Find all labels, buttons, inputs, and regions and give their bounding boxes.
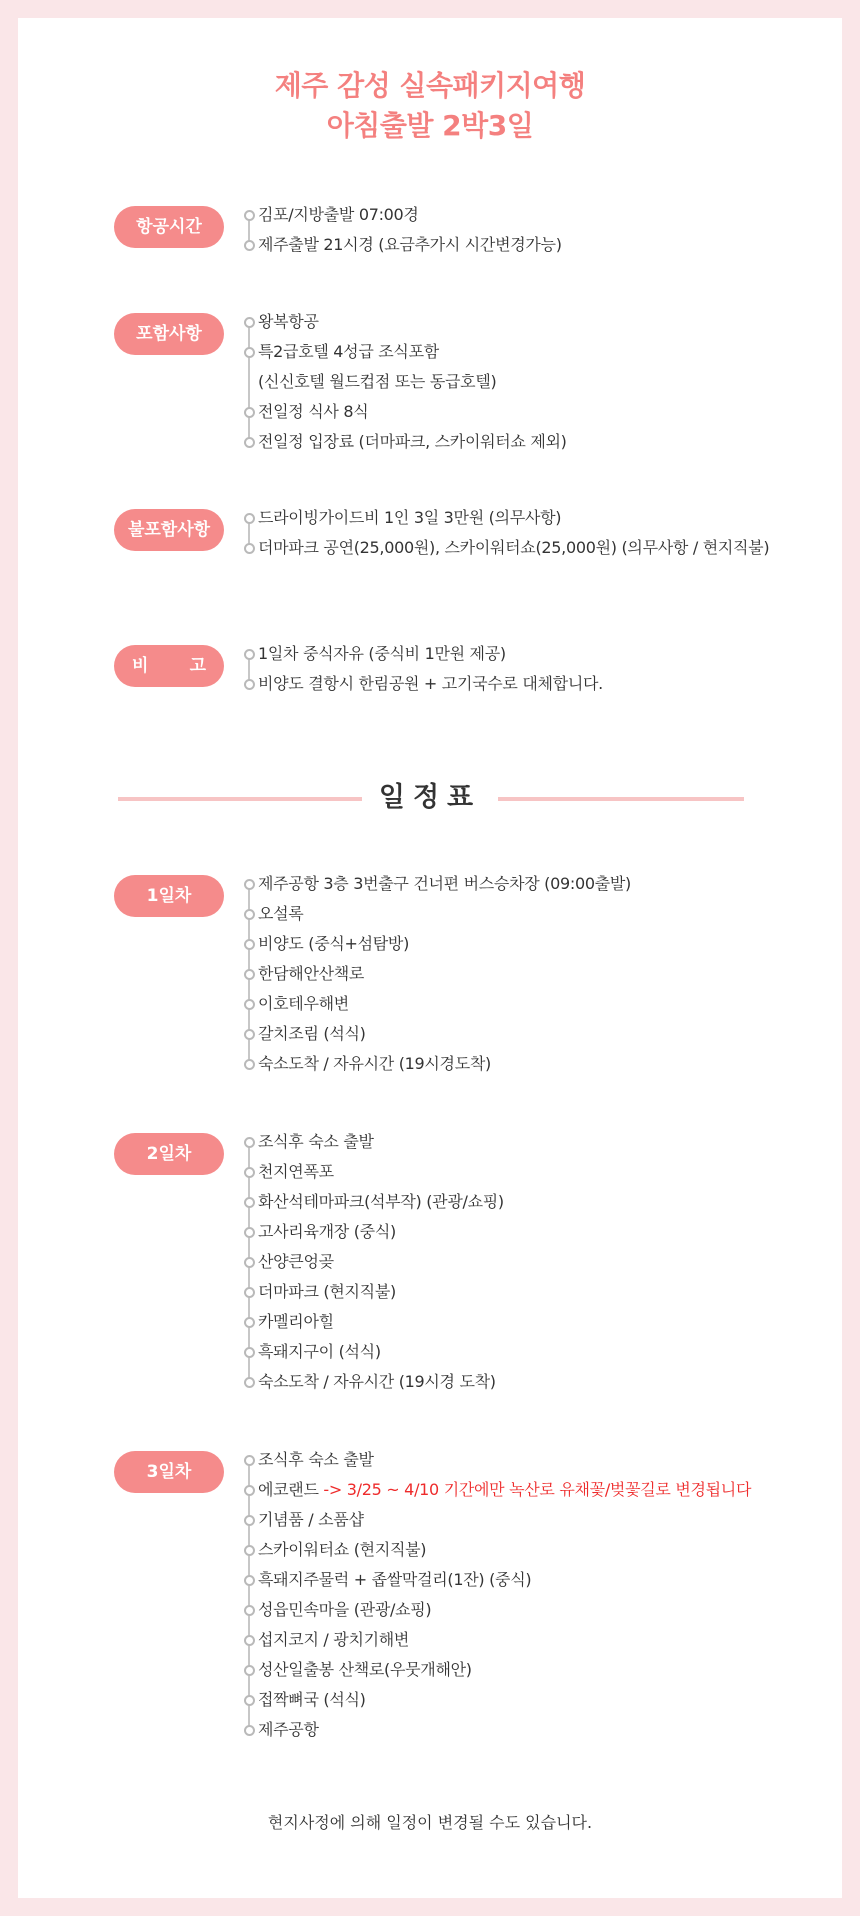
list-item: 김포/지방출발 07:00경 bbox=[242, 200, 822, 230]
list-item: 숙소도착 / 자유시간 (19시경 도착) bbox=[242, 1367, 822, 1397]
page-title bbox=[18, 66, 842, 146]
list-item: 제주공항 3층 3번출구 건너편 버스승차장 (09:00출발) bbox=[242, 869, 822, 899]
bullet-icon bbox=[244, 1665, 255, 1676]
divider-left bbox=[118, 797, 362, 801]
bullet-icon bbox=[244, 347, 255, 358]
bullet-icon bbox=[244, 1455, 255, 1466]
day1-list bbox=[242, 869, 822, 1079]
bullet-icon bbox=[244, 1635, 255, 1646]
list-item: 제주공항 bbox=[242, 1715, 822, 1745]
list-item: 조식후 숙소 출발 bbox=[242, 1445, 822, 1475]
list-item: 갈치조림 (석식) bbox=[242, 1019, 822, 1049]
bullet-icon bbox=[244, 1725, 255, 1736]
included-label: 포함사항 bbox=[114, 313, 224, 355]
list-item: 1일차 중식자유 (중식비 1만원 제공) bbox=[242, 639, 822, 669]
day2-list bbox=[242, 1127, 822, 1397]
list-item: 천지연폭포 bbox=[242, 1157, 822, 1187]
day2-label: 2일차 bbox=[114, 1133, 224, 1175]
list-item: 기념품 / 소품샵 bbox=[242, 1505, 822, 1535]
title-line-1: 제주 감성 실속패키지여행 bbox=[274, 69, 586, 102]
list-item: (신신호텔 월드컵점 또는 동급호텔) bbox=[258, 372, 497, 391]
list-item: 산양큰엉곶 bbox=[242, 1247, 822, 1277]
list-item: 에코랜드 -> 3/25 ~ 4/10 기간에만 녹산로 유채꽃/벚꽃길로 변경됩니다 bbox=[242, 1475, 822, 1505]
footer-notice: 현지사정에 의해 일정이 변경될 수도 있습니다. bbox=[267, 1813, 593, 1832]
flight-label: 항공시간 bbox=[114, 206, 224, 248]
list-item: 흑돼지구이 (석식) bbox=[242, 1337, 822, 1367]
title-line-2: 아침출발 2박3일 bbox=[326, 109, 534, 142]
list-item: 성읍민속마을 (관광/쇼핑) bbox=[242, 1595, 822, 1625]
list-item: 드라이빙가이드비 1인 3일 3만원 (의무사항) bbox=[242, 503, 822, 533]
bullet-icon bbox=[244, 969, 255, 980]
bullet-icon bbox=[244, 1059, 255, 1070]
bullet-icon bbox=[244, 1515, 255, 1526]
list-item: 전일정 입장료 (더마파크, 스카이워터쇼 제외) bbox=[242, 427, 822, 457]
day1-label: 1일차 bbox=[114, 875, 224, 917]
flight-list bbox=[242, 200, 822, 260]
list-item: 특2급호텔 4성급 조식포함 bbox=[242, 337, 822, 367]
bullet-icon bbox=[244, 513, 255, 524]
bullet-icon bbox=[244, 1167, 255, 1178]
bullet-icon bbox=[244, 407, 255, 418]
notes-label bbox=[114, 645, 224, 687]
bullet-icon bbox=[244, 679, 255, 690]
list-item: 성산일출봉 산책로(우뭇개해안) bbox=[242, 1655, 822, 1685]
bullet-icon bbox=[244, 1347, 255, 1358]
bullet-icon bbox=[244, 317, 255, 328]
bullet-icon bbox=[244, 879, 255, 890]
list-item: 더마파크 (현지직불) bbox=[242, 1277, 822, 1307]
bullet-icon bbox=[244, 1575, 255, 1586]
divider-right bbox=[498, 797, 744, 801]
bullet-icon bbox=[244, 1377, 255, 1388]
bullet-icon bbox=[244, 1485, 255, 1496]
list-item: 카멜리아힐 bbox=[242, 1307, 822, 1337]
notes-label-b: 고 bbox=[189, 656, 206, 676]
excluded-list bbox=[242, 503, 822, 563]
schedule-header bbox=[18, 773, 842, 823]
bullet-icon bbox=[244, 1257, 255, 1268]
day3-label: 3일차 bbox=[114, 1451, 224, 1493]
list-item: 오설록 bbox=[242, 899, 822, 929]
package-card bbox=[18, 18, 842, 1898]
bullet-icon bbox=[244, 210, 255, 221]
bullet-icon bbox=[244, 909, 255, 920]
bullet-icon bbox=[244, 1545, 255, 1556]
day3-list bbox=[242, 1445, 822, 1745]
bullet-icon bbox=[244, 1197, 255, 1208]
bullet-icon bbox=[244, 1029, 255, 1040]
list-item: 화산석테마파크(석부작) (관광/쇼핑) bbox=[242, 1187, 822, 1217]
season-notice: -> 3/25 ~ 4/10 기간에만 녹산로 유채꽃/벚꽃길로 변경됩니다 bbox=[318, 1480, 752, 1499]
list-item: 섭지코지 / 광치기해변 bbox=[242, 1625, 822, 1655]
list-item: 비양도 결항시 한림공원 + 고기국수로 대체합니다. bbox=[242, 669, 822, 699]
list-item: 더마파크 공연(25,000원), 스카이워터쇼(25,000원) (의무사항 / 현지직불) bbox=[242, 533, 822, 563]
included-list bbox=[242, 307, 822, 457]
bullet-icon bbox=[244, 543, 255, 554]
bullet-icon bbox=[244, 1137, 255, 1148]
notes-label-a: 비 bbox=[132, 656, 149, 676]
list-item: 비양도 (중식+섬탐방) bbox=[242, 929, 822, 959]
list-item: 제주출발 21시경 (요금추가시 시간변경가능) bbox=[242, 230, 822, 260]
bullet-icon bbox=[244, 1317, 255, 1328]
list-item: 이호테우해변 bbox=[242, 989, 822, 1019]
bullet-icon bbox=[244, 437, 255, 448]
notes-list bbox=[242, 639, 822, 699]
list-item: 조식후 숙소 출발 bbox=[242, 1127, 822, 1157]
bullet-icon bbox=[244, 649, 255, 660]
bullet-icon bbox=[244, 1287, 255, 1298]
list-item: 접짝뼈국 (석식) bbox=[242, 1685, 822, 1715]
bullet-icon bbox=[244, 1605, 255, 1616]
schedule-title: 일정표 bbox=[378, 782, 482, 813]
list-item: 왕복항공 bbox=[242, 307, 822, 337]
excluded-label: 불포함사항 bbox=[114, 509, 224, 551]
list-item: 흑돼지주물럭 + 좁쌀막걸리(1잔) (중식) bbox=[242, 1565, 822, 1595]
bullet-icon bbox=[244, 939, 255, 950]
list-item: 한담해안산책로 bbox=[242, 959, 822, 989]
list-item: 스카이워터쇼 (현지직불) bbox=[242, 1535, 822, 1565]
bullet-icon bbox=[244, 240, 255, 251]
list-item: 전일정 식사 8식 bbox=[242, 397, 822, 427]
bullet-icon bbox=[244, 1695, 255, 1706]
list-item: 고사리육개장 (중식) bbox=[242, 1217, 822, 1247]
list-item: 숙소도착 / 자유시간 (19시경도착) bbox=[242, 1049, 822, 1079]
bullet-icon bbox=[244, 1227, 255, 1238]
bullet-icon bbox=[244, 999, 255, 1010]
